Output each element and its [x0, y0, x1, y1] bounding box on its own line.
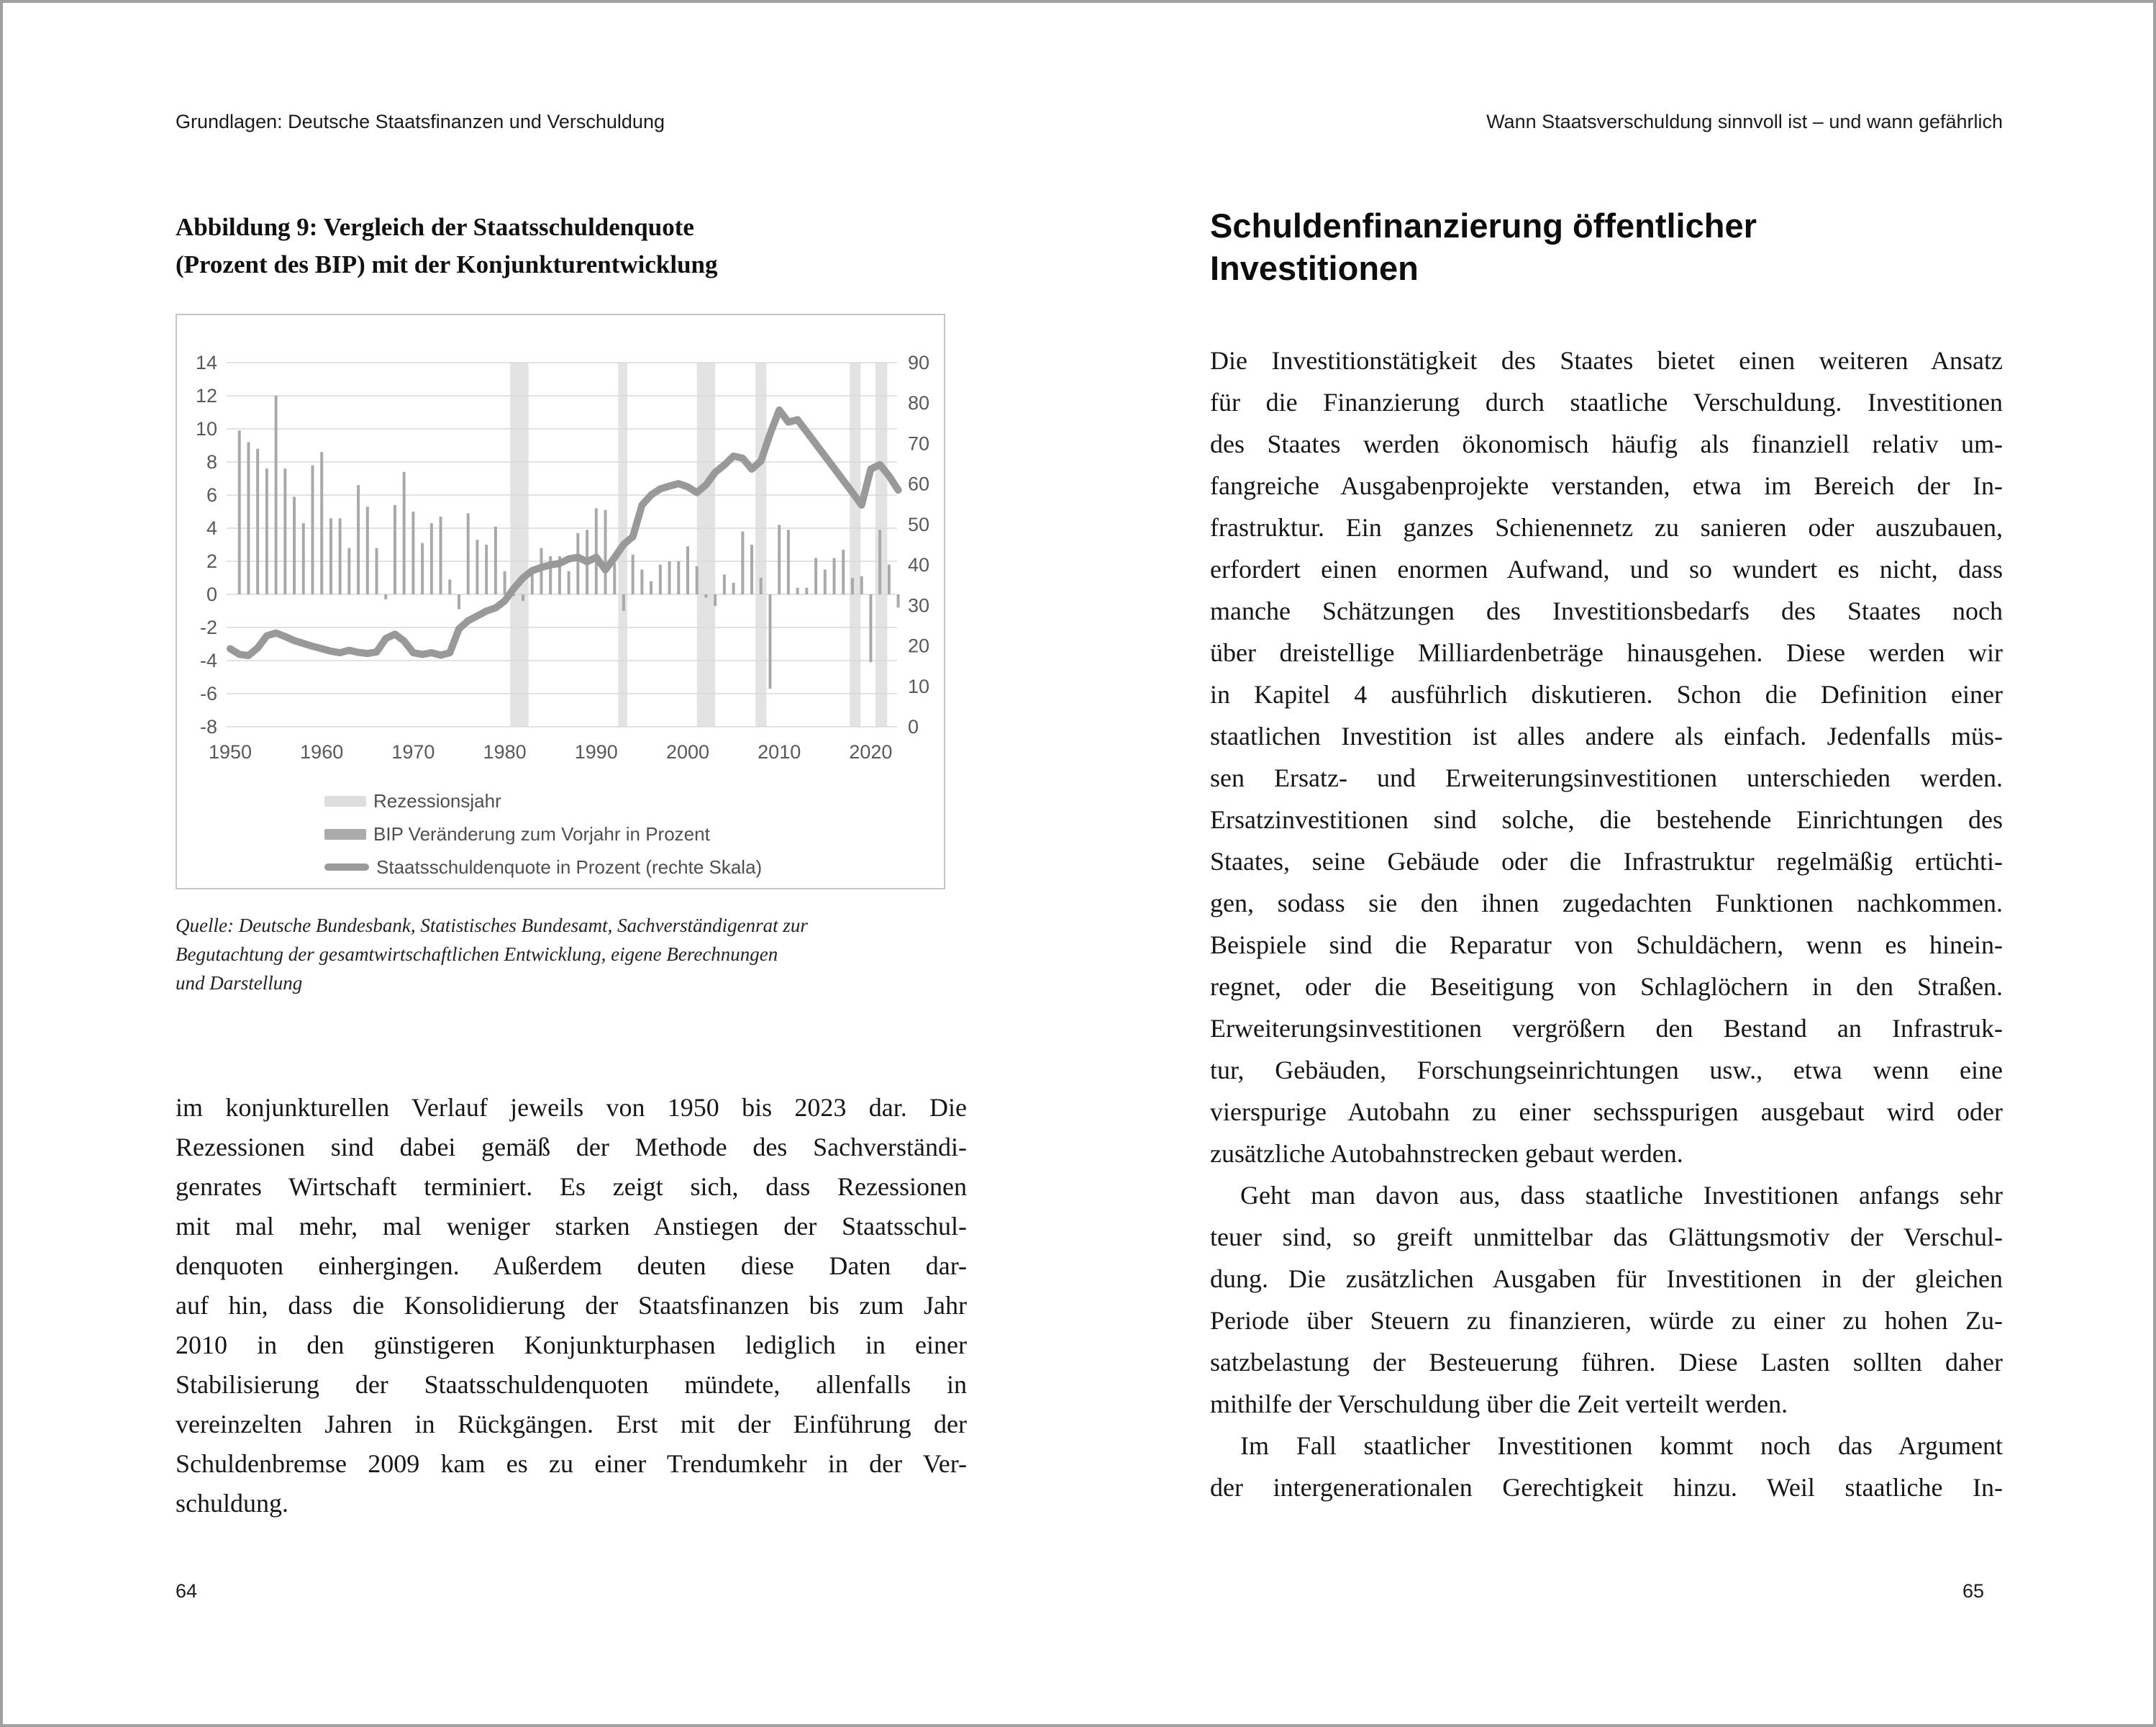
- text-line: zusätzliche Autobahnstrecken gebaut werden.: [1210, 1139, 1683, 1168]
- text-line: Schuldenbremse 2009 kam es zu einer Trendumkehr in der Ver-: [176, 1449, 967, 1478]
- text-line: regnet, oder die Beseitigung von Schlaglöchern in den Straßen.: [1210, 972, 2003, 1001]
- x-axis-tick-label: 1950: [208, 741, 253, 763]
- band-swatch-icon: [324, 796, 366, 807]
- recession-band: [755, 363, 766, 727]
- figure-title-line-1: Abbildung 9: Vergleich der Staatsschuldenquote: [176, 213, 694, 241]
- running-header-right: Wann Staatsverschuldung sinnvoll ist – und wann gefährlich: [1486, 111, 2003, 132]
- source-note: [176, 911, 967, 997]
- text-line: auf hin, dass die Konsolidierung der Staatsfinanzen bis zum Jahr: [176, 1291, 967, 1320]
- gdp-bar: [448, 579, 451, 594]
- bar-swatch-icon: [324, 829, 366, 840]
- gdp-bar: [805, 588, 808, 594]
- source-line-2: Begutachtung der gesamtwirtschaftlichen Entwicklung, eigene Berechnungen: [176, 943, 778, 965]
- line-swatch-icon: [324, 864, 369, 871]
- gdp-bar: [778, 525, 781, 594]
- gdp-bar: [238, 430, 241, 594]
- gdp-bar: [485, 545, 488, 594]
- x-axis-tick-label: 2010: [758, 741, 801, 763]
- gdp-bar: [833, 558, 836, 594]
- text-line: im konjunkturellen Verlauf jeweils von 1950 bis 2023 dar. Die: [176, 1093, 967, 1122]
- gdp-bar: [384, 594, 387, 599]
- gdp-bar: [604, 510, 607, 594]
- text-line: manche Schätzungen des Investitionsbedarfs des Staates noch: [1210, 597, 2003, 625]
- gdp-bar: [265, 468, 268, 594]
- text-line: in Kapitel 4 ausführlich diskutieren. Schon die Definition einer: [1210, 680, 2003, 709]
- figure-title-line-2: (Prozent des BIP) mit der Konjunkturentwicklung: [176, 250, 718, 278]
- gdp-bar: [787, 530, 790, 594]
- left-axis-tick-label: 8: [206, 451, 217, 473]
- left-axis-tick-label: 0: [206, 584, 217, 605]
- left-axis-tick-label: 12: [195, 385, 217, 407]
- gdp-bar: [247, 442, 250, 594]
- text-line: fangreiche Ausgabenprojekte verstanden, etwa im Bereich der In-: [1210, 471, 2003, 500]
- gdp-bar: [842, 550, 845, 594]
- text-line: staatlichen Investition ist alles andere als einfach. Jedenfalls müs-: [1210, 722, 2003, 751]
- left-axis-tick-label: 6: [206, 484, 217, 506]
- text-line: für die Finanzierung durch staatliche Verschuldung. Investitionen: [1210, 388, 2003, 417]
- gdp-bar: [714, 594, 717, 606]
- text-line: Periode über Steuern zu finanzieren, würde zu einer zu hohen Zu-: [1210, 1306, 2003, 1335]
- text-line: Stabilisierung der Staatsschuldenquoten mündete, allenfalls in: [176, 1370, 967, 1399]
- right-axis-tick-label: 30: [908, 594, 930, 617]
- text-line: Beispiele sind die Reparatur von Schuldächern, wenn es hinein-: [1210, 930, 2003, 959]
- page-number-right: 65: [1962, 1580, 1984, 1602]
- text-line: des Staates werden ökonomisch häufig als finanziell relativ um-: [1210, 430, 2003, 458]
- right-axis-tick-label: 10: [908, 675, 930, 697]
- chart-svg: [177, 315, 944, 776]
- gdp-bar: [576, 533, 579, 594]
- body-text-left: [176, 1088, 967, 1523]
- right-axis-tick-label: 90: [908, 352, 930, 373]
- text-line: schuldung.: [176, 1489, 288, 1518]
- gdp-bar: [860, 576, 863, 594]
- gdp-bar: [421, 543, 424, 594]
- left-axis-tick-label: 10: [195, 418, 217, 440]
- text-line: vereinzelten Jahren in Rückgängen. Erst mit der Einführung der: [176, 1410, 967, 1438]
- gdp-bar: [476, 540, 478, 594]
- gdp-bar: [668, 561, 671, 594]
- gdp-bar: [897, 594, 900, 607]
- legend-item-line: [324, 851, 762, 884]
- gdp-bar: [357, 485, 360, 594]
- gdp-bar: [504, 571, 506, 594]
- gdp-bar: [878, 530, 881, 594]
- text-line: dung. Die zusätzlichen Ausgaben für Investitionen in der gleichen: [1210, 1264, 2003, 1293]
- text-line: sen Ersatz- und Erweiterungsinvestitionen unterschieden werden.: [1210, 763, 2003, 792]
- gdp-bar: [686, 546, 689, 594]
- chart-legend: [324, 784, 762, 884]
- gdp-bar: [595, 508, 598, 594]
- gdp-bar: [696, 566, 699, 594]
- gdp-bar: [366, 507, 369, 594]
- gdp-bar: [311, 466, 314, 594]
- gdp-bar: [741, 532, 744, 594]
- x-axis-tick-label: 1970: [391, 741, 435, 763]
- x-axis-tick-label: 1980: [483, 741, 527, 763]
- text-line: Die Investitionstätigkeit des Staates bietet einen weiteren Ansatz: [1210, 346, 2003, 375]
- gdp-bar: [440, 517, 442, 594]
- text-line: der intergenerationalen Gerechtigkeit hinzu. Weil staatliche In-: [1210, 1473, 2003, 1502]
- legend-label: BIP Veränderung zum Vorjahr in Prozent: [373, 822, 710, 845]
- right-axis-tick-label: 20: [908, 635, 930, 657]
- right-axis-tick-label: 50: [908, 513, 930, 535]
- text-line: teuer sind, so greift unmittelbar das Glättungsmotiv der Verschul-: [1210, 1223, 2003, 1251]
- gdp-bar: [659, 565, 662, 594]
- running-header-left: Grundlagen: Deutsche Staatsfinanzen und Verschuldung: [176, 111, 665, 132]
- gdp-bar: [430, 523, 433, 594]
- gdp-bar: [403, 472, 406, 594]
- gdp-bar: [376, 548, 378, 594]
- source-line-3: und Darstellung: [176, 972, 303, 994]
- gdp-bar: [814, 558, 817, 594]
- text-line: über dreistellige Milliardenbeträge hinausgehen. Diese werden wir: [1210, 638, 2003, 667]
- text-line: Staates, seine Gebäude oder die Infrastruktur regelmäßig ertüchti-: [1210, 847, 2003, 876]
- left-axis-tick-label: 4: [206, 517, 217, 539]
- recession-band: [850, 363, 860, 727]
- gdp-bar: [677, 561, 680, 594]
- gdp-bar: [851, 578, 854, 594]
- gdp-bar: [760, 578, 763, 594]
- section-heading-line-1: Schuldenfinanzierung öffentlicher: [1210, 207, 1757, 245]
- gdp-bar: [283, 468, 286, 594]
- source-line-1: Quelle: Deutsche Bundesbank, Statistisches Bundesamt, Sachverständigenrat zur: [176, 915, 808, 936]
- gdp-bar: [522, 594, 524, 601]
- text-line: erfordert einen enormen Aufwand, und so wundert es nicht, dass: [1210, 555, 2003, 584]
- x-axis-tick-label: 1960: [300, 741, 344, 763]
- gdp-bar: [302, 523, 305, 594]
- right-axis-tick-label: 80: [908, 392, 930, 414]
- gdp-bar: [339, 518, 342, 594]
- gdp-bar: [888, 565, 891, 594]
- section-heading: [1210, 204, 2003, 289]
- legend-label: Rezessionsjahr: [373, 789, 501, 812]
- text-line: Im Fall staatlicher Investitionen kommt noch das Argument: [1240, 1431, 2003, 1460]
- text-line: Ersatzinvestitionen sind solche, die bestehende Einrichtungen des: [1210, 805, 2003, 834]
- gdp-bar: [411, 512, 414, 594]
- left-axis-tick-label: 2: [206, 550, 217, 572]
- text-line: satzbelastung der Besteuerung führen. Diese Lasten sollten daher: [1210, 1348, 2003, 1377]
- gdp-bar: [320, 452, 323, 594]
- text-line: Erweiterungsinvestitionen vergrößern den Bestand an Infrastruk-: [1210, 1014, 2003, 1043]
- legend-item-bar: [324, 817, 762, 851]
- legend-item-band: [324, 784, 762, 817]
- x-axis-tick-label: 2020: [849, 741, 893, 763]
- legend-label: Staatsschuldenquote in Prozent (rechte Skala): [376, 856, 763, 878]
- text-line: genrates Wirtschaft terminiert. Es zeigt sich, dass Rezessionen: [176, 1172, 967, 1201]
- gdp-bar: [824, 570, 827, 595]
- section-heading-line-2: Investitionen: [1210, 249, 1419, 287]
- text-line: Geht man davon aus, dass staatliche Investitionen anfangs sehr: [1240, 1181, 2003, 1210]
- gdp-bar: [723, 574, 726, 594]
- gdp-bar: [275, 396, 278, 594]
- body-text-right: [1210, 340, 2003, 1508]
- recession-band: [510, 363, 528, 727]
- gdp-bar: [467, 513, 470, 594]
- gdp-bar: [458, 594, 460, 609]
- text-line: Rezessionen sind dabei gemäß der Methode des Sachverständi-: [176, 1133, 967, 1161]
- gdp-bar: [622, 594, 625, 611]
- text-line: vierspurige Autobahn zu einer sechsspurigen ausgebaut wird oder: [1210, 1097, 2003, 1126]
- gdp-bar: [568, 571, 570, 594]
- gdp-bar: [613, 563, 616, 594]
- gdp-bar: [256, 449, 259, 594]
- gdp-bar: [632, 555, 634, 594]
- right-axis-tick-label: 0: [908, 716, 919, 738]
- gdp-bar: [768, 594, 771, 689]
- left-axis-tick-label: -2: [199, 617, 217, 638]
- gdp-bar: [796, 588, 799, 594]
- page-number-left: 64: [176, 1580, 198, 1602]
- gdp-bar: [293, 497, 296, 594]
- gdp-bar: [494, 527, 497, 594]
- text-line: denquoten einhergingen. Außerdem deuten diese Daten dar-: [176, 1251, 967, 1280]
- recession-band: [697, 363, 715, 727]
- figure-title: [176, 209, 967, 284]
- gdp-bar: [394, 505, 396, 594]
- left-axis-tick-label: -8: [199, 716, 217, 738]
- figure-9-chart-box: [176, 314, 945, 889]
- text-line: tur, Gebäuden, Forschungseinrichtungen usw., etwa wenn eine: [1210, 1056, 2003, 1084]
- gdp-bar: [732, 583, 735, 594]
- gdp-bar: [329, 518, 332, 594]
- gdp-bar: [640, 570, 643, 595]
- gdp-bar: [750, 545, 753, 594]
- x-axis-tick-label: 2000: [665, 741, 710, 763]
- text-line: 2010 in den günstigeren Konjunkturphasen lediglich in einer: [176, 1331, 967, 1359]
- text-line: mithilfe der Verschuldung über die Zeit verteilt werden.: [1210, 1390, 1788, 1418]
- gdp-bar: [704, 594, 707, 598]
- x-axis-tick-label: 1990: [574, 741, 618, 763]
- right-axis-tick-label: 60: [908, 473, 930, 495]
- left-axis-tick-label: -4: [199, 650, 217, 671]
- gdp-bar: [869, 594, 872, 662]
- left-axis-tick-label: 14: [195, 352, 217, 373]
- gdp-bar: [650, 581, 652, 594]
- gdp-bar: [347, 548, 350, 594]
- text-line: gen, sodass sie den ihnen zugedachten Funktionen nachkommen.: [1210, 889, 2003, 917]
- left-axis-tick-label: -6: [199, 683, 217, 704]
- right-axis-tick-label: 70: [908, 432, 930, 455]
- text-line: mit mal mehr, mal weniger starken Anstiegen der Staatsschul-: [176, 1212, 967, 1241]
- text-line: frastruktur. Ein ganzes Schienennetz zu sanieren oder auszubauen,: [1210, 513, 2003, 542]
- right-axis-tick-label: 40: [908, 554, 930, 576]
